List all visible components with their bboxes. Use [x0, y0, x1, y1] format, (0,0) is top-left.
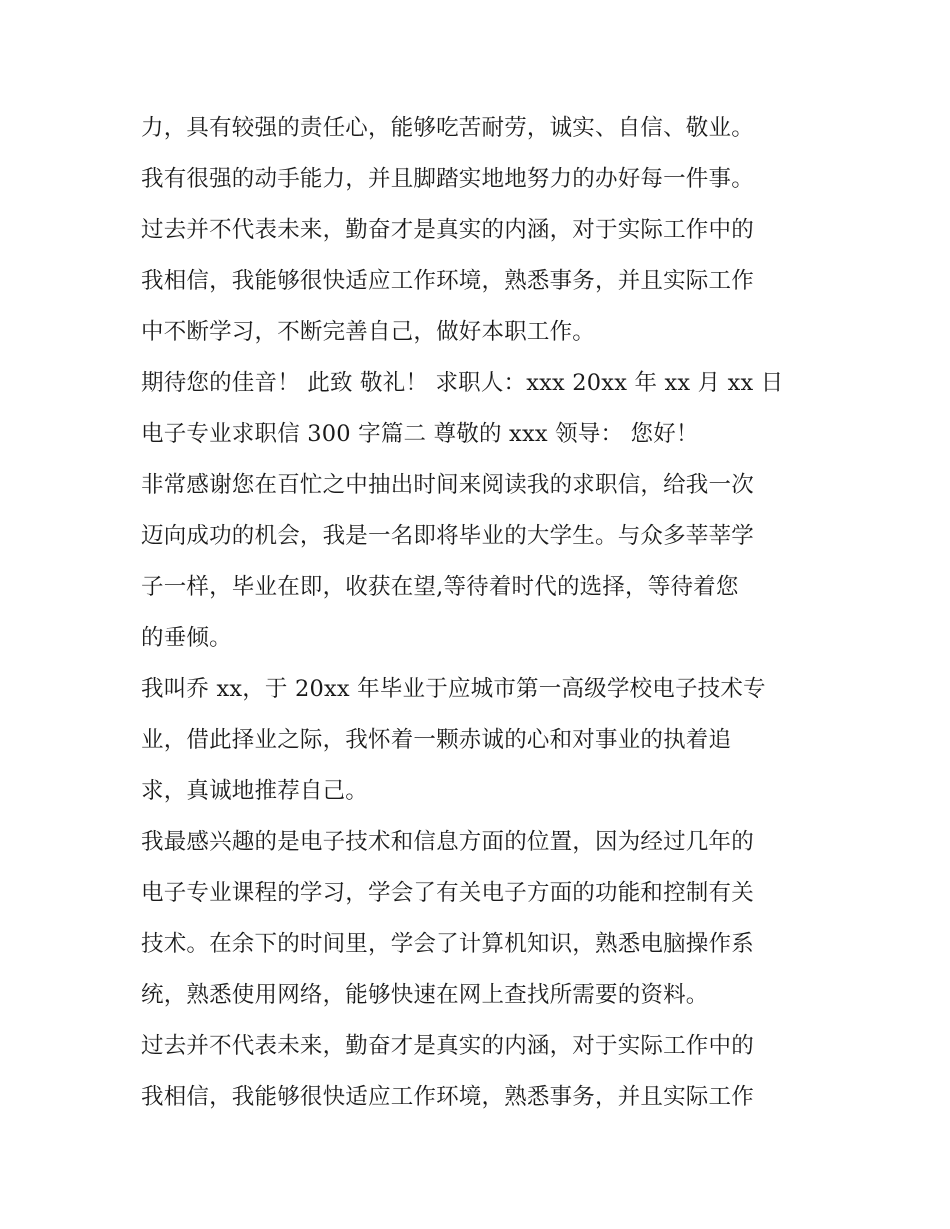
text-line: 我相信，我能够很快适应工作环境，熟悉事务，并且实际工作	[141, 268, 754, 294]
text-line: 统，熟悉使用网络，能够快速在网上查找所需要的资料。	[141, 982, 709, 1008]
text-line: 我最感兴趣的是电子技术和信息方面的位置，因为经过几年的	[141, 829, 754, 855]
text-line: 我相信，我能够很快适应工作环境，熟悉事务，并且实际工作	[141, 1084, 754, 1110]
text-line: 过去并不代表未来，勤奋才是真实的内涵，对于实际工作中的	[141, 1033, 754, 1059]
text-line: 我叫乔 xx，于 20xx 年毕业于应城市第一高级学校电子技术专	[141, 676, 766, 702]
text-line: 期待您的佳音！ 此致 敬礼！ 求职人：xxx 20xx 年 xx 月 xx 日	[141, 370, 784, 396]
text-line: 技术。在余下的时间里，学会了计算机知识，熟悉电脑操作系	[141, 931, 754, 957]
text-line: 非常感谢您在百忙之中抽出时间来阅读我的求职信，给我一次	[141, 472, 754, 498]
text-line: 电子专业求职信 300 字篇二 尊敬的 xxx 领导： 您好！	[141, 421, 699, 447]
text-line: 迈向成功的机会，我是一名即将毕业的大学生。与众多莘莘学	[141, 523, 754, 549]
text-line: 力，具有较强的责任心，能够吃苦耐劳，诚实、自信、敬业。	[141, 115, 754, 141]
text-line: 中不断学习，不断完善自己，做好本职工作。	[141, 319, 596, 345]
text-line: 电子专业课程的学习，学会了有关电子方面的功能和控制有关	[141, 880, 754, 906]
text-line: 子一样，毕业在即，收获在望,等待着时代的选择，等待着您	[141, 574, 739, 600]
document-body	[141, 103, 821, 1123]
text-line: 业，借此择业之际，我怀着一颗赤诚的心和对事业的执着追	[141, 727, 732, 753]
text-line: 过去并不代表未来，勤奋才是真实的内涵，对于实际工作中的	[141, 217, 754, 243]
text-line: 的垂倾。	[141, 625, 232, 651]
text-line: 我有很强的动手能力，并且脚踏实地地努力的办好每一件事。	[141, 166, 754, 192]
text-line: 求，真诚地推荐自己。	[141, 778, 369, 804]
